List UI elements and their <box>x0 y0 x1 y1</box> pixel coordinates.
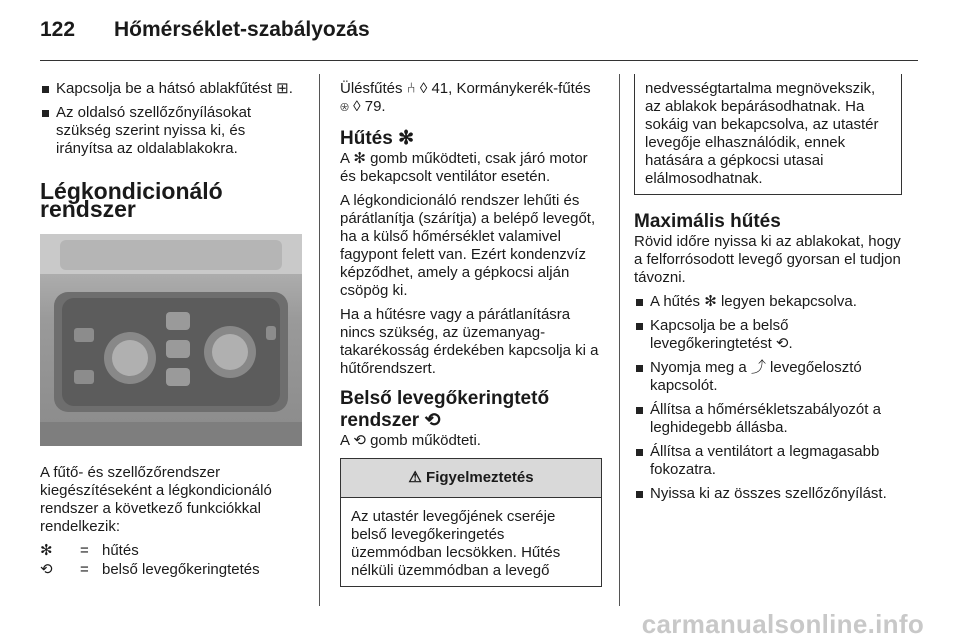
photo-caption: A fűtő- és szellőzőrendszer kiegészítéseként a légkondicionáló rendszer a következő funkciókkal rendelkezik: <box>40 464 272 535</box>
seat-heating-ref: Ülésfűtés ⑃ ◊ 41, Kormánykerék-fűtés ⊛ ◊ 79. <box>340 80 591 115</box>
bullet-rear-window: Kapcsolja be a hátsó ablakfűtést ⊞. <box>40 80 306 98</box>
def-row-recirc <box>40 561 306 580</box>
column-3 <box>634 74 902 509</box>
def-equals: = <box>80 542 89 559</box>
step-recirc-on: Kapcsolja be a belső levegőkeringtetést ⟲. <box>634 317 902 353</box>
control-panel-photo <box>40 234 302 446</box>
def-text-recirc: belső levegőkeringtetés <box>102 561 260 578</box>
max-cooling-p1: Rövid időre nyissa ki az ablakokat, hogy a felforrósodott levegő gyorsan el tudjon távozni. <box>634 233 901 286</box>
step-vents: Nyissa ki az összes szellőzőnyílást. <box>634 485 902 503</box>
column-1 <box>40 80 306 580</box>
step-fan: Állítsa a ventilátort a legmagasabb fokozatra. <box>634 443 902 479</box>
snowflake-icon: ✻ <box>40 542 53 559</box>
warning-box <box>340 458 602 587</box>
step-cooling-on: A hűtés ✻ legyen bekapcsolva. <box>634 293 902 311</box>
bullet-side-vents: Az oldalsó szellőzőnyílásokat szükség szerint nyissa ki, és irányítsa az oldalablakokra. <box>40 104 306 158</box>
heading-max-cooling: Maximális hűtés <box>634 211 781 232</box>
step-temperature: Állítsa a hőmérsékletszabályozót a leghidegebb állásba. <box>634 401 902 437</box>
header-rule <box>40 60 918 61</box>
heading-recirculation: Belső levegőkeringtető rendszer ⟲ <box>340 388 550 431</box>
column-divider-1 <box>319 74 320 606</box>
page-title: Hőmérséklet-szabályozás <box>114 18 370 41</box>
cooling-p3: Ha a hűtésre vagy a párátlanításra nincs szükség, az üzemanyag-takarékosság érdekében kapcsolja ki a hűtőrendszert. <box>340 306 599 377</box>
warning-box-continued: nedvességtartalma megnövekszik, az ablakok bepárásodhatnak. Ha sokáig van bekapcsolva, az utastér levegője elhasználódik, ennek hatására a gépkocsi utasai elálmosodhatnak. <box>634 74 902 195</box>
function-list <box>40 542 306 580</box>
column-divider-2 <box>619 74 620 606</box>
recirc-p1: A ⟲ gomb működteti. <box>340 432 481 449</box>
def-row-cooling <box>40 542 306 561</box>
cooling-p1: A ✻ gomb működteti, csak járó motor és bekapcsolt ventilátor esetén. <box>340 150 588 185</box>
step-air-distribution: Nyomja meg a ⤴ levegőelosztó kapcsolót. <box>634 359 902 395</box>
section-heading-ac: Légkondicionáló rendszer <box>40 178 223 222</box>
watermark: carmanualsonline.info <box>641 609 924 639</box>
heading-cooling: Hűtés ✻ <box>340 128 414 149</box>
def-text-cooling: hűtés <box>102 542 139 559</box>
page-header <box>40 18 370 42</box>
page-number: 122 <box>40 18 76 41</box>
warning-title: ⚠ Figyelmeztetés <box>341 459 601 498</box>
column-2 <box>340 80 602 587</box>
warning-text: Az utastér levegőjének cseréje belső levegőkeringetés üzemmódban lecsökken. Hűtés nélküli üzemmódban a levegő <box>351 508 561 579</box>
cooling-p2: A légkondicionáló rendszer lehűti és párátlanítja (szárítja) a belépő levegőt, ha a külső hőmérséklet valamivel fagypont felett van. Ezért kondenzvíz képződhet, amely a gépkocsi alján csöpög ki. <box>340 192 596 299</box>
def-equals: = <box>80 561 89 578</box>
recirculation-icon: ⟲ <box>40 561 53 578</box>
